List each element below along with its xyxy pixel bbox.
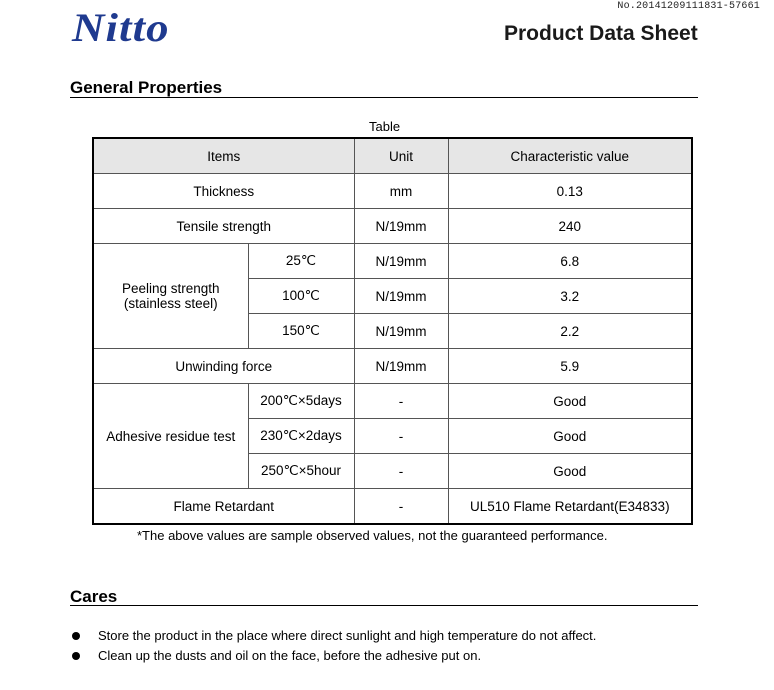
item-cell-residue: Adhesive residue test [93,384,248,489]
page-title: Product Data Sheet [504,22,698,45]
table-row [93,489,692,525]
unit-cell: N/19mm [354,209,448,244]
unit-cell: - [354,454,448,489]
item-label-line: (stainless steel) [123,296,218,311]
cares-heading: Cares [70,587,118,606]
value-cell: 3.2 [448,279,692,314]
condition-cell: 150℃ [248,314,354,349]
column-header-value: Characteristic value [448,138,692,174]
section-divider [70,97,698,98]
condition-cell: 100℃ [248,279,354,314]
nitto-logo: Nitto [72,5,170,50]
condition-cell: 250℃×5hour [248,454,354,489]
table-caption: Table [369,119,401,134]
item-cell: Unwinding force [93,349,354,384]
bullet-icon [72,652,80,660]
care-text: Clean up the dusts and oil on the face, before the adhesive put on. [98,648,482,663]
value-cell: 5.9 [448,349,692,384]
bullet-icon [72,632,80,640]
unit-cell: N/19mm [354,314,448,349]
condition-cell: 230℃×2days [248,419,354,454]
column-header-items: Items [93,138,354,174]
value-cell: Good [448,384,692,419]
table-row [93,349,692,384]
properties-table [92,137,693,525]
care-text: Store the product in the place where direct sunlight and high temperature do not affect. [98,628,597,643]
unit-cell: mm [354,174,448,209]
section-divider [70,605,698,606]
unit-cell: N/19mm [354,279,448,314]
table-row [93,244,692,279]
list-item [70,627,596,647]
value-cell: 0.13 [448,174,692,209]
item-cell: Thickness [93,174,354,209]
item-label-line: Peeling strength [121,281,220,296]
item-cell-peeling [93,244,248,349]
value-cell: Good [448,454,692,489]
list-item [70,647,596,667]
table-header-row [93,138,692,174]
column-header-unit: Unit [354,138,448,174]
unit-cell: - [354,489,448,525]
unit-cell: - [354,419,448,454]
general-properties-heading: General Properties [70,78,223,97]
value-cell: 2.2 [448,314,692,349]
disclaimer-note: *The above values are sample observed values, not the guaranteed performance. [137,528,608,543]
condition-cell: 25℃ [248,244,354,279]
value-cell: Good [448,419,692,454]
value-cell: 240 [448,209,692,244]
unit-cell: N/19mm [354,244,448,279]
item-cell: Flame Retardant [93,489,354,525]
unit-cell: - [354,384,448,419]
condition-cell: 200℃×5days [248,384,354,419]
cares-list [70,627,596,667]
value-cell: 6.8 [448,244,692,279]
document-number: No.20141209111831-57661 [617,1,760,12]
table-row [93,209,692,244]
table-row [93,384,692,419]
table-row [93,174,692,209]
item-cell: Tensile strength [93,209,354,244]
unit-cell: N/19mm [354,349,448,384]
value-cell: UL510 Flame Retardant(E34833) [448,489,692,525]
